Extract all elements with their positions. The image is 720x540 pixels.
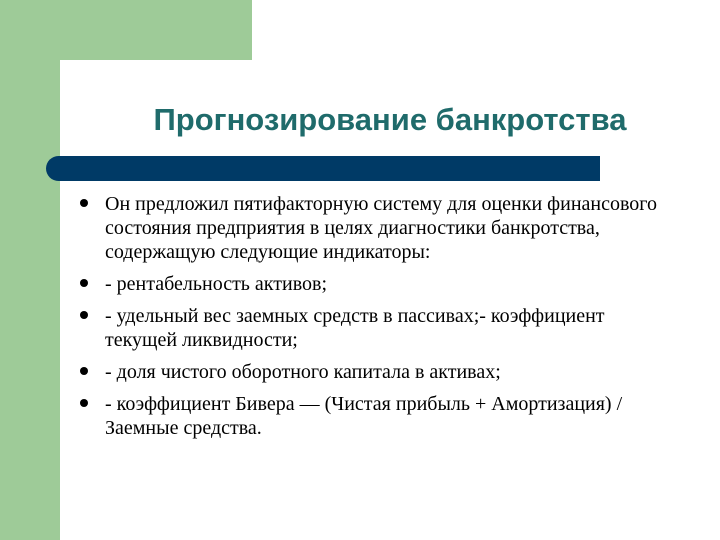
bullet-text: - доля чистого оборотного капитала в активах; xyxy=(105,361,501,383)
bullet-icon xyxy=(80,199,88,207)
bullet-text: - рентабельность активов; xyxy=(105,273,328,295)
bullet-list xyxy=(78,192,678,448)
decorative-side-bar xyxy=(0,0,60,540)
bullet-icon xyxy=(80,311,88,319)
slide-title: Прогнозирование банкротства xyxy=(153,102,627,137)
list-item xyxy=(78,392,678,440)
list-item xyxy=(78,272,678,296)
list-item xyxy=(78,192,678,264)
bullet-text: - удельный вес заемных средств в пассивах;- коэффициент текущей ликвидности; xyxy=(105,305,605,351)
decorative-top-bar xyxy=(60,0,252,60)
bullet-icon xyxy=(80,367,88,375)
list-item xyxy=(78,304,678,352)
list-item xyxy=(78,360,678,384)
bullet-text: - коэффициент Бивера — (Чистая прибыль + Амортизация) / Заемные средства. xyxy=(105,393,623,439)
title-divider xyxy=(46,156,600,181)
bullet-icon xyxy=(80,399,88,407)
bullet-text: Он предложил пятифакторную систему для оценки финансового состояния предприятия в целях диагностики банкротства, содержащую следующие индикаторы: xyxy=(105,193,658,263)
bullet-icon xyxy=(80,279,88,287)
